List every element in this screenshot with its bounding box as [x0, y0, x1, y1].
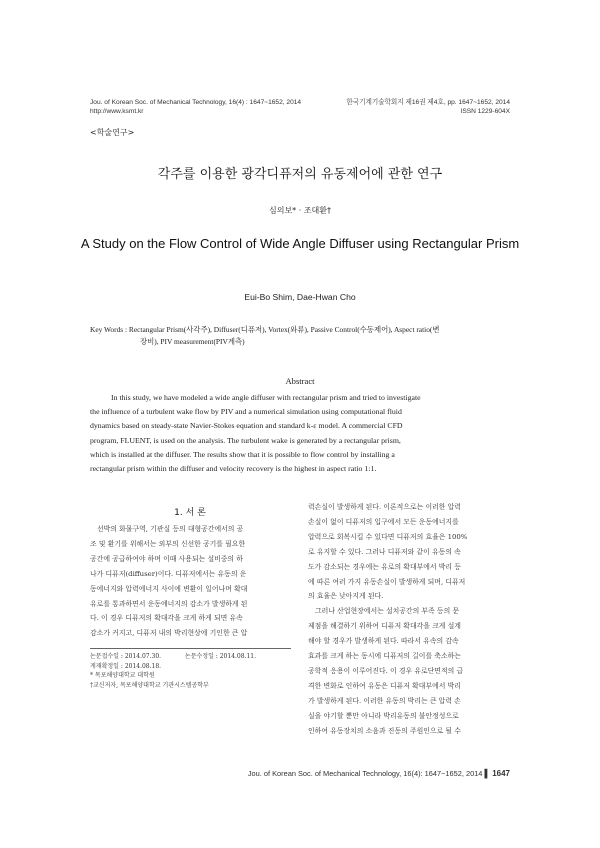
page-number: 1647 — [492, 769, 510, 778]
keywords-label: Key Words : — [90, 325, 128, 334]
author-affiliation-1: * 목포해양대학교 대학원 — [90, 672, 155, 679]
text-line: 선박의 화물구역, 기관실 등의 대형공간에서의 공 — [97, 525, 244, 533]
text-line: 동에너지와 압력에너지 사이에 변환이 일어나며 확대 — [90, 584, 248, 593]
author-affiliation-corresponding: †교신저자, 목포해양대학교 기관시스템공학부 — [90, 681, 209, 689]
journal-issn: ISSN 1229-604X — [460, 108, 510, 115]
right-column-text — [308, 500, 512, 739]
abstract-line: In this study, we have modeled a wide angle diffuser with rectangular prism and tried to investigate — [111, 393, 421, 402]
authors-english: Eui-Bo Shim, Dae-Hwan Cho — [244, 292, 356, 302]
text-line: 다. 이 경우 디퓨저의 확대각을 크게 하게 되면 유속 — [90, 614, 243, 623]
text-line: 공학적 응용이 이루어진다. 이 경우 유로단면적의 급 — [308, 666, 464, 675]
journal-url: http://www.ksmt.kr — [90, 108, 144, 115]
text-line: 공간에 공급하여야 하며 이때 사용되는 설비중의 하 — [90, 554, 243, 563]
abstract-line: which is installed at the diffuser. The results show that it is possible to flow control by installing a — [90, 449, 395, 459]
authors-korean: 심의보* · 조대환† — [269, 206, 331, 215]
footer-separator: ▌ — [484, 769, 491, 778]
footnotes-block — [90, 652, 295, 690]
date-accepted: 게재확정일 : 2014.08.18. — [90, 662, 162, 670]
abstract-line: rectangular prism within the diffuser and velocity recovery is the highest in aspect ratio 1:1. — [90, 464, 377, 474]
journal-citation-en: Jou. of Korean Soc. of Mechanical Technology, 16(4) : 1647~1652, 2014 — [90, 99, 302, 106]
journal-citation-header-ko — [346, 98, 510, 116]
text-line: 해야 할 경우가 발생하게 된다. 따라서 유속의 감속 — [308, 637, 459, 646]
keywords-block — [90, 324, 520, 348]
text-line: 의 효율은 낮아지게 된다. — [308, 592, 384, 601]
text-line: 그러나 산업현장에서는 설치공간의 부족 등의 문 — [315, 607, 460, 616]
page-footer — [248, 769, 510, 778]
date-received: 논문접수일 : 2014.07.30. — [90, 653, 162, 660]
abstract-line: dynamics based on steady-state Navier-Stokes equation and standard k-ε model. A commercial CFD — [90, 421, 403, 431]
text-line: 격한 변화로 인하여 유동은 디퓨저 확대부에서 박리 — [308, 681, 461, 690]
text-line: 제점을 해결하기 위하여 디퓨저 확대각을 크게 설계 — [308, 622, 461, 631]
footnote-divider — [90, 648, 291, 649]
text-line: 가 발생하게 된다. 이러한 유동의 박리는 큰 압력 손 — [308, 696, 461, 705]
journal-citation-ko: 한국기계기술학회지 제16권 제4호, pp. 1647~1652, 2014 — [346, 99, 510, 106]
text-line: 력손실이 발생하게 된다. 이론적으로는 이러한 압력 — [308, 503, 461, 511]
left-column-text — [90, 522, 291, 641]
text-line: 에 따른 여러 가지 유동손실이 발생하게 되며, 디퓨저 — [308, 577, 466, 586]
text-line: 로 유지할 수 있다. 그러나 디퓨저와 같이 유동의 속 — [308, 547, 461, 556]
article-category: <학술연구> — [90, 128, 135, 137]
abstract-line: program, FLUENT, is used on the analysis. The turbulent wake is generated by a rectangular prism, — [90, 435, 401, 445]
keywords-line-1: Rectangular Prism(사각주), Diffuser(디퓨저), Vortex(와류), Passive Control(수동제어), Aspect ratio(변 — [128, 325, 440, 334]
text-line: 감소가 커지고, 디퓨저 내의 박리현상에 기인한 큰 압 — [90, 629, 248, 638]
text-line: 도가 감소되는 경우에는 유로의 확대부에서 박리 등 — [308, 562, 461, 571]
section-heading-introduction: 1. 서 론 — [174, 508, 206, 518]
keywords-line-2: 장비), PIV measurement(PIV계측) — [140, 337, 245, 346]
text-line: 실을 야기할 뿐만 아니라 박리유동의 불안정성으로 — [308, 711, 459, 720]
abstract-heading: Abstract — [285, 376, 315, 386]
abstract-line: the influence of a turbulent wake flow by PIV and a numerical simulation using computational fluid — [90, 407, 402, 417]
text-line: 인하여 유동장치의 소음과 진동의 주원인으로 될 수 — [308, 726, 461, 735]
text-line: 효과를 크게 하는 동시에 디퓨저의 길이를 축소하는 — [308, 652, 461, 661]
footer-citation: Jou. of Korean Soc. of Mechanical Technology, 16(4): 1647~1652, 2014 — [247, 769, 483, 778]
title-korean: 각주를 이용한 광각디퓨저의 유동제어에 관한 연구 — [157, 167, 443, 182]
journal-citation-header — [90, 98, 301, 116]
text-line: 나가 디퓨저(diffuser)이다. 디퓨저에서는 유동의 운 — [90, 569, 247, 578]
abstract-body — [90, 391, 510, 476]
text-line: 유로를 통과하면서 운동에너지의 감소가 발생하게 된 — [90, 599, 248, 608]
date-revised: 논문수정일 : 2014.08.11. — [184, 653, 256, 660]
text-line: 압력으로 회복시킬 수 있다면 디퓨저의 효율은 100% — [308, 532, 468, 541]
text-line: 조 및 환기를 위해서는 외부의 신선한 공기를 필요한 — [90, 539, 246, 548]
text-line: 손실이 없이 디퓨저의 입구에서 모든 운동에너지를 — [308, 517, 459, 526]
title-english: A Study on the Flow Control of Wide Angle Diffuser using Rectangular Prism — [80, 236, 520, 251]
